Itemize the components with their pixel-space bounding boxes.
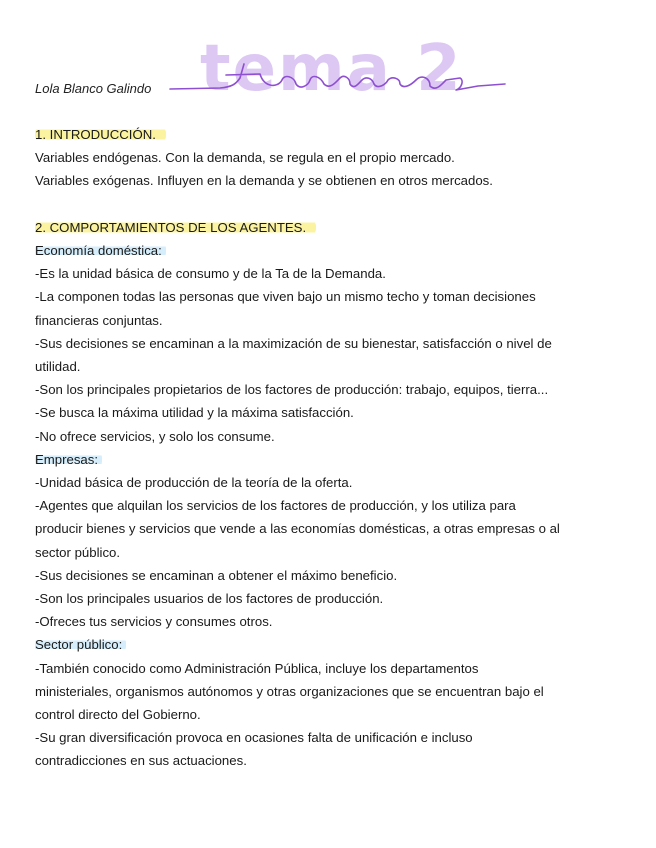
- public-line: contradicciones en sus actuaciones.: [35, 753, 247, 769]
- household-line: financieras conjuntas.: [35, 312, 163, 328]
- public-heading: Sector público:: [35, 637, 126, 652]
- household-line: -Son los principales propietarios de los factores de producción: trabajo, equipos, tierra...: [35, 382, 549, 398]
- spacer: [35, 193, 625, 216]
- intro-line: Variables endógenas. Con la demanda, se regula en el propio mercado.: [35, 150, 455, 166]
- household-line: -Sus decisiones se encaminan a la maximización de su bienestar, satisfacción o nivel de: [35, 335, 552, 351]
- author-name: Lola Blanco Galindo: [35, 81, 152, 96]
- household-line: -La componen todas las personas que viven bajo un mismo techo y toman decisiones: [35, 289, 536, 305]
- firms-heading-line: [35, 448, 625, 471]
- handwritten-title-art: [160, 18, 540, 108]
- household-line: -Se busca la máxima utilidad y la máxima satisfacción.: [35, 405, 354, 421]
- handwritten-title: tema 2: [200, 32, 463, 106]
- public-heading-line: [35, 633, 625, 656]
- intro-heading-line: [35, 123, 625, 146]
- firms-line: producir bienes y servicios que vende a las economías domésticas, a otras empresas o al: [35, 521, 560, 537]
- firms-heading: Empresas:: [35, 452, 102, 467]
- household-line: utilidad.: [35, 359, 81, 375]
- firms-line: -Son los principales usuarios de los factores de producción.: [35, 591, 384, 607]
- notes-body: [35, 123, 625, 773]
- household-line: -Es la unidad básica de consumo y de la Ta de la Demanda.: [35, 266, 386, 282]
- public-line: -Su gran diversificación provoca en ocasiones falta de unificación e incluso: [35, 730, 473, 746]
- firms-line: -Sus decisiones se encaminan a obtener el máximo beneficio.: [35, 567, 398, 583]
- household-line: -No ofrece servicios, y solo los consume.: [35, 428, 275, 444]
- household-heading-line: [35, 239, 625, 262]
- firms-line: -Unidad básica de producción de la teoría de la oferta.: [35, 475, 353, 491]
- public-line: ministeriales, organismos autónomos y otras organizaciones que se encuentran bajo el: [35, 683, 544, 699]
- public-line: -También conocido como Administración Pública, incluye los departamentos: [35, 660, 479, 676]
- agents-heading: 2. COMPORTAMIENTOS DE LOS AGENTES.: [35, 220, 316, 235]
- firms-line: sector público.: [35, 544, 121, 560]
- intro-line: Variables exógenas. Influyen en la demanda y se obtienen en otros mercados.: [35, 173, 493, 189]
- public-line: control directo del Gobierno.: [35, 707, 201, 723]
- firms-line: -Ofreces tus servicios y consumes otros.: [35, 614, 273, 630]
- household-heading: Economía doméstica:: [35, 243, 166, 258]
- firms-line: -Agentes que alquilan los servicios de los factores de producción, y los utiliza para: [35, 498, 516, 514]
- agents-heading-line: [35, 216, 625, 239]
- intro-heading: 1. INTRODUCCIÓN.: [35, 127, 166, 142]
